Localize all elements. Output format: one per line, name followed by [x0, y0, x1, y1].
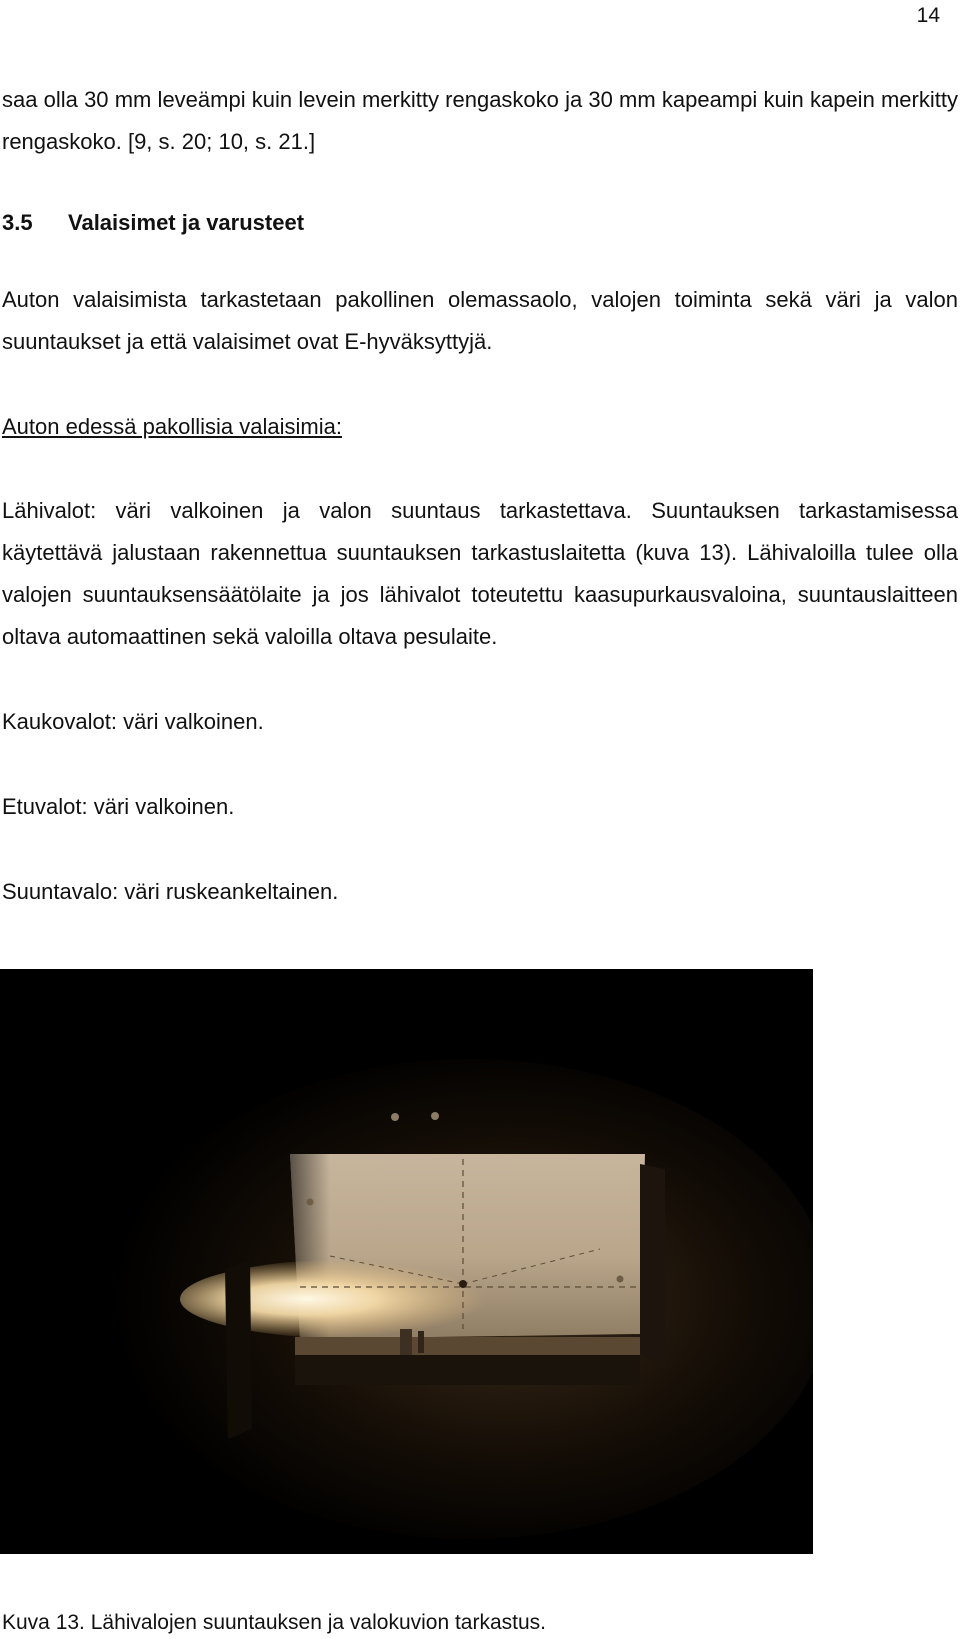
intro-paragraph: saa olla 30 mm leveämpi kuin levein merkitty rengaskoko ja 30 mm kapeampi kuin kapein merkitty rengaskoko. [9, s. 20; 10, s. 21.] [2, 87, 958, 154]
position-lights-line: Etuvalot: väri valkoinen. [2, 794, 235, 819]
high-beam-line: Kaukovalot: väri valkoinen. [2, 709, 264, 734]
low-beam-paragraph: Lähivalot: väri valkoinen ja valon suuntaus tarkastettava. Suuntauksen tarkastamisessa käytettävä jalustaan rakennettua suuntauksen tarkastuslaitetta (kuva 13). Lähivaloilla tulee olla valojen suuntauksensäätölaite ja jos lähivalot toteutettu kaasupurkausvaloina, suuntauslaitteen oltava automaattinen sekä valoilla oltava pesulaite. [2, 498, 958, 649]
figure-caption: Kuva 13. Lähivalojen suuntauksen ja valokuvion tarkastus. [2, 1611, 547, 1634]
section-number: 3.5 [2, 210, 33, 235]
subheading-front-lights: Auton edessä pakollisia valaisimia: [2, 414, 342, 439]
body-paragraph: Auton valaisimista tarkastetaan pakollinen olemassaolo, valojen toiminta sekä väri ja valon suuntaukset ja että valaisimet ovat E-hyväksyttyjä. [2, 287, 958, 354]
section-heading [2, 210, 304, 236]
page-number: 14 [916, 4, 940, 27]
section-title: Valaisimet ja varusteet [68, 210, 305, 235]
headlight-alignment-photo [0, 969, 813, 1554]
photo-illustration [0, 969, 813, 1554]
direction-indicator-line: Suuntavalo: väri ruskeankeltainen. [2, 879, 339, 904]
